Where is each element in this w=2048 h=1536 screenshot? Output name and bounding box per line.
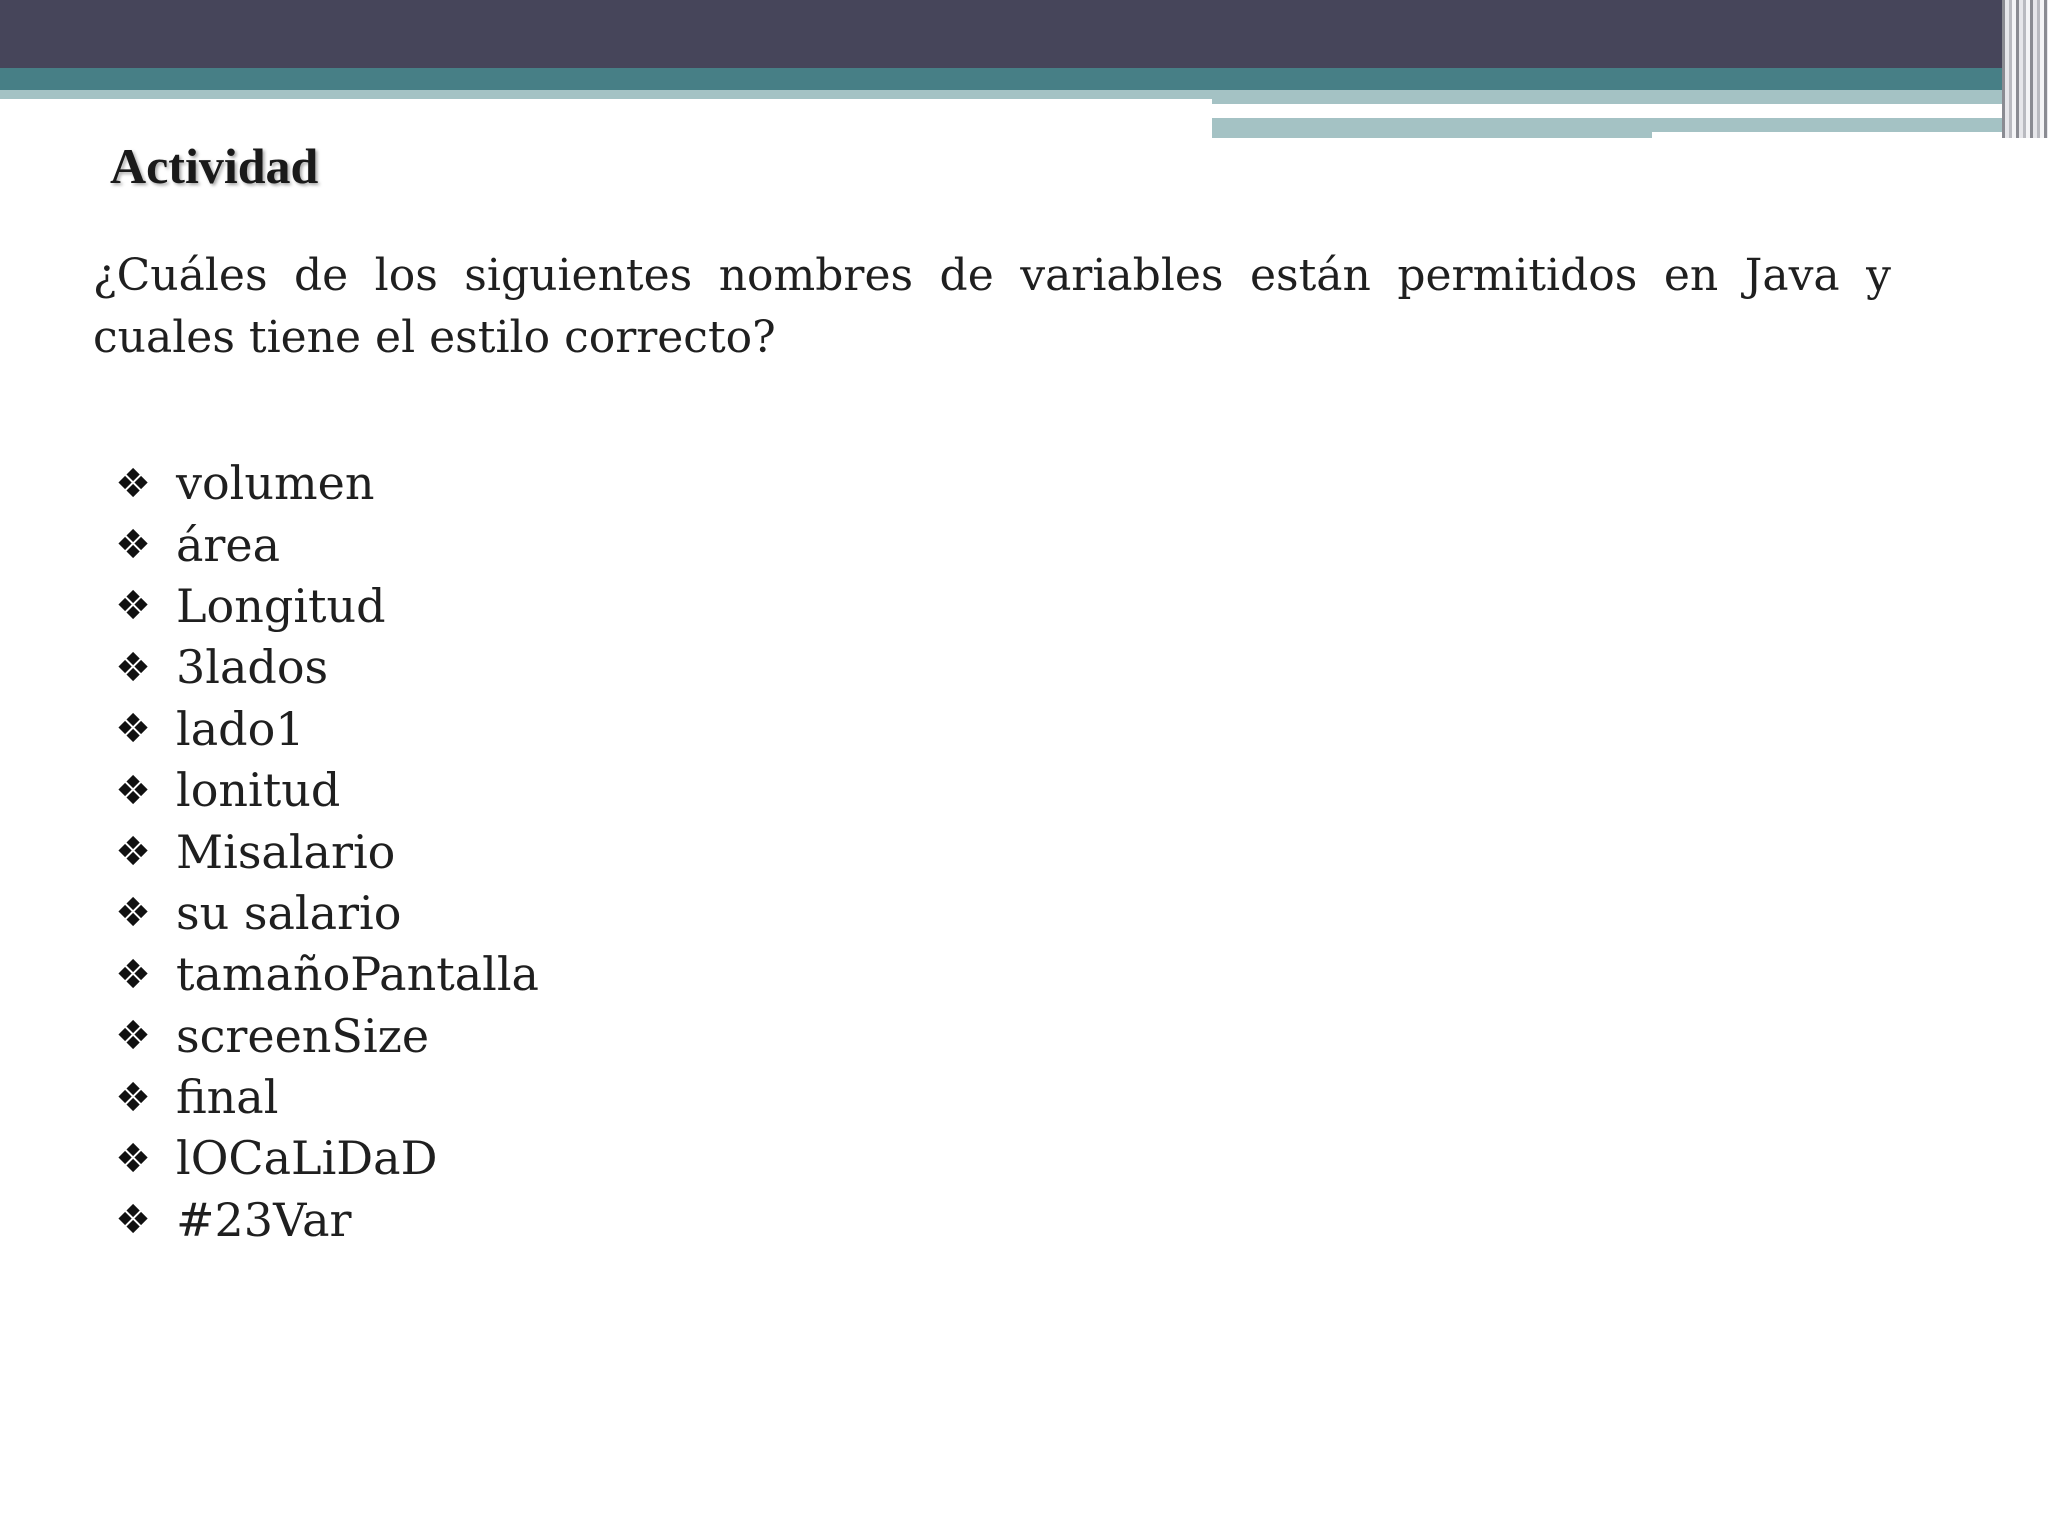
variable-name: tamañoPantalla xyxy=(176,947,539,1002)
variable-name: #23Var xyxy=(176,1192,352,1247)
four-diamond-bullet-icon: ❖ xyxy=(115,890,151,937)
four-diamond-bullet-icon: ❖ xyxy=(115,522,151,569)
variable-name: lado1 xyxy=(176,701,305,756)
variable-name: lonitud xyxy=(176,763,341,818)
variable-name: lOCaLiDaD xyxy=(176,1131,438,1186)
list-item xyxy=(112,1067,539,1128)
variable-name: volumen xyxy=(176,456,375,511)
slide-title: Actividad xyxy=(110,138,319,194)
variable-list xyxy=(112,453,539,1251)
four-diamond-bullet-icon: ❖ xyxy=(115,460,151,507)
header-lower-band-right xyxy=(1652,118,2010,132)
four-diamond-bullet-icon: ❖ xyxy=(115,1074,151,1121)
variable-name: screenSize xyxy=(176,1008,430,1063)
question-text: ¿Cuáles de los siguientes nombres de variables están permitidos en Java y cuales tiene el estilo correcto? xyxy=(93,250,1891,363)
four-diamond-bullet-icon: ❖ xyxy=(115,1197,151,1244)
list-item xyxy=(112,453,539,514)
list-item xyxy=(112,576,539,637)
four-diamond-bullet-icon: ❖ xyxy=(115,644,151,691)
header-light-band-left xyxy=(0,90,1212,99)
variable-name: final xyxy=(176,1070,279,1125)
list-item xyxy=(112,514,539,575)
list-item xyxy=(112,883,539,944)
header-white-line xyxy=(1212,111,1897,118)
header-light-band-right xyxy=(1212,90,2010,104)
four-diamond-bullet-icon: ❖ xyxy=(115,1013,151,1060)
header-dark-band xyxy=(0,0,2048,68)
list-item xyxy=(112,821,539,882)
four-diamond-bullet-icon: ❖ xyxy=(115,951,151,998)
four-diamond-bullet-icon: ❖ xyxy=(115,829,151,876)
variable-name: su salario xyxy=(176,885,402,940)
four-diamond-bullet-icon: ❖ xyxy=(115,767,151,814)
header-teal-band xyxy=(0,68,2010,90)
list-item xyxy=(112,944,539,1005)
list-item xyxy=(112,1006,539,1067)
list-item xyxy=(112,637,539,698)
variable-name: Longitud xyxy=(176,578,386,633)
four-diamond-bullet-icon: ❖ xyxy=(115,583,151,630)
header-edge-stripes xyxy=(2002,0,2048,138)
four-diamond-bullet-icon: ❖ xyxy=(115,1135,151,1182)
four-diamond-bullet-icon: ❖ xyxy=(115,706,151,753)
variable-name: 3lados xyxy=(176,640,329,695)
variable-name: área xyxy=(176,517,281,572)
header-lower-band-left xyxy=(1212,118,1652,138)
list-item xyxy=(112,760,539,821)
list-item xyxy=(112,699,539,760)
variable-name: Misalario xyxy=(176,824,396,879)
list-item xyxy=(112,1128,539,1189)
list-item xyxy=(112,1190,539,1251)
